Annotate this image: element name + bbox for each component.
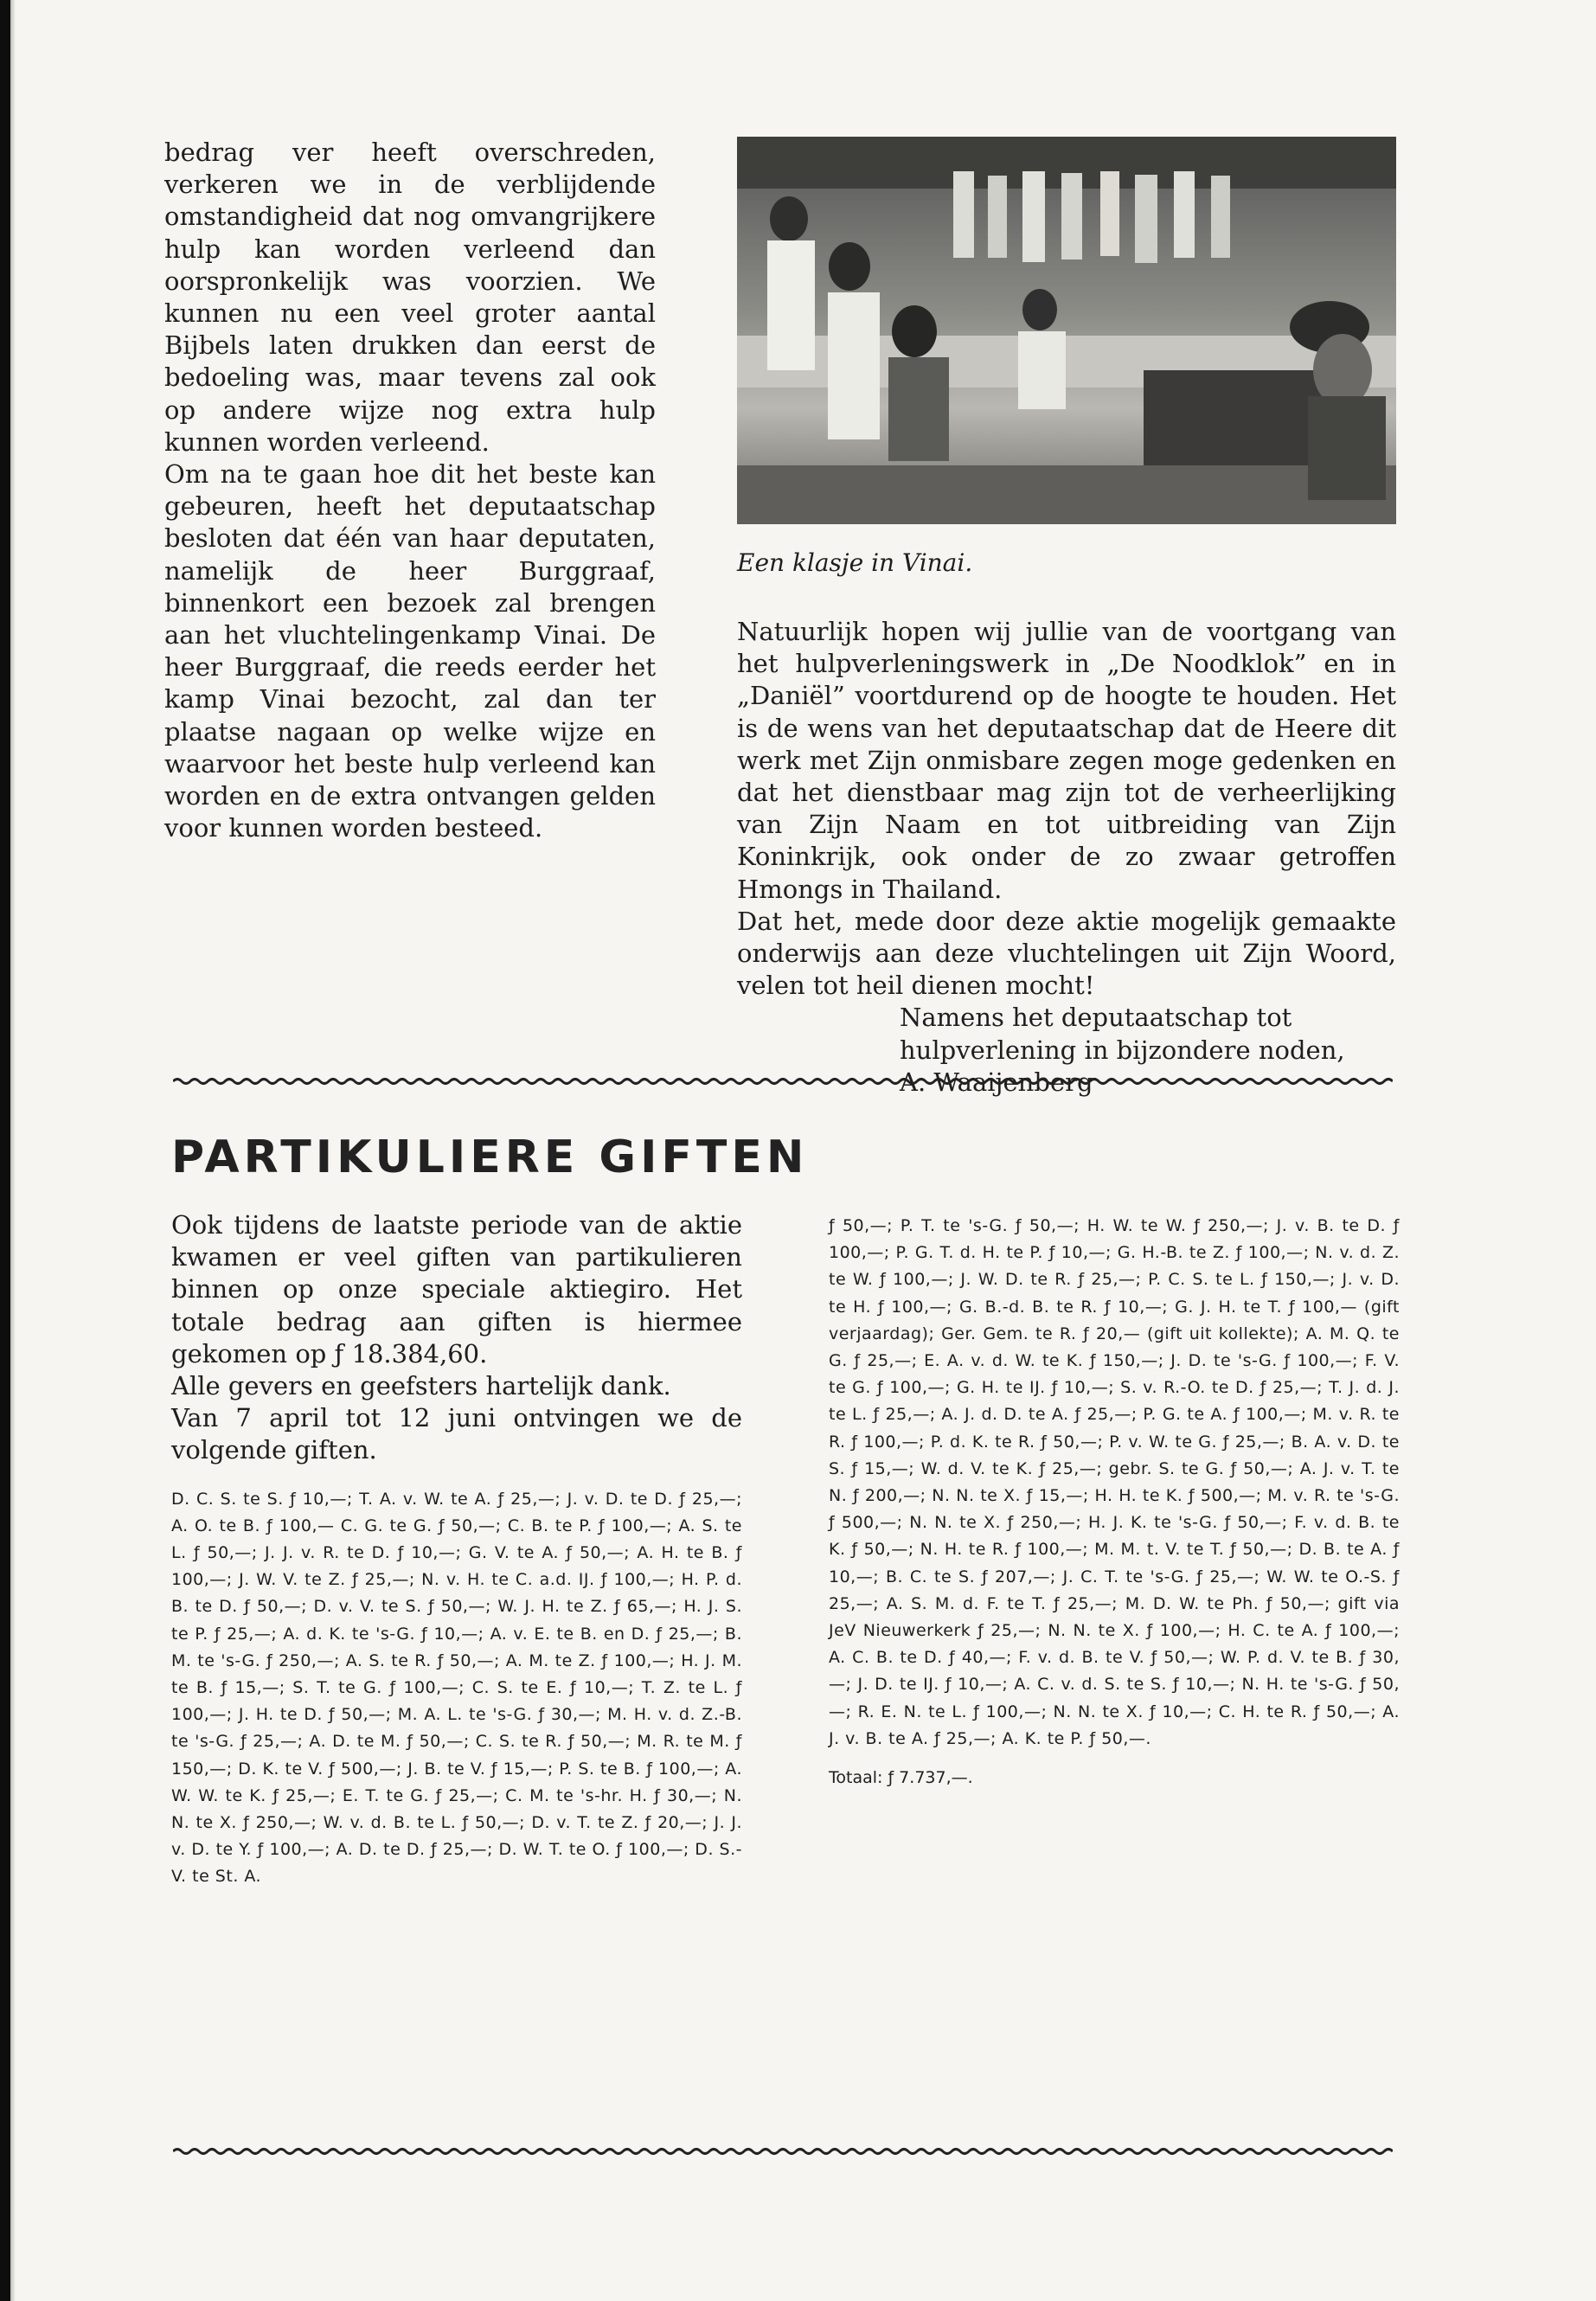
gifts-column-left xyxy=(171,1209,742,1891)
article-paragraph-2: Om na te gaan hoe dit het beste kan gebeuren, heeft het deputaatschap besloten dat één van haar deputaten, namelijk de heer Burggraaf, binnenkort een bezoek zal brengen aan het vluchtelingenkamp Vinai. De heer Burggraaf, die reeds eerder het kamp Vinai bezocht, zal dan ter plaatse nagaan op welke wijze en waarvoor het beste hulp verleend kan worden en de extra ontvangen gelden voor kunnen worden besteed. xyxy=(164,459,656,843)
signature-line-2: hulpverlening in bijzondere noden, xyxy=(900,1035,1345,1065)
classroom-photo xyxy=(737,137,1396,524)
scan-shadow xyxy=(10,0,16,2301)
article-paragraph-4: Dat het, mede door deze aktie mogelijk gemaakte onderwijs aan deze vluchtelingen uit Zijn Woord, velen tot heil dienen mocht! xyxy=(737,906,1396,1001)
gifts-list-right: ƒ 50,—; P. T. te 's-G. ƒ 50,—; H. W. te W. ƒ 250,—; J. v. B. te D. ƒ 100,—; P. G. T. d. H. te P. ƒ 10,—; G. H.-B. te Z. ƒ 100,—; N. v. d. Z. te W. ƒ 100,—; J. W. D. te R. ƒ 25,—; P. C. S. te L. ƒ 150,—; J. v. D. te H. ƒ 100,—; G. B.-d. B. te R. ƒ 10,—; G. J. H. te T. ƒ 100,— (gift verjaardag); Ger. Gem. te R. ƒ 20,— (gift uit kollekte); A. M. Q. te G. ƒ 25,—; E. A. v. d. W. te K. ƒ 150,—; J. D. te 's-G. ƒ 100,—; F. V. te G. ƒ 100,—; G. H. te IJ. ƒ 10,—; S. v. R.-O. te D. ƒ 25,—; T. J. d. J. te L. ƒ 25,—; A. J. d. D. te A. ƒ 25,—; P. G. te A. ƒ 100,—; M. v. R. te R. ƒ 100,—; P. d. K. te R. ƒ 50,—; P. v. W. te G. ƒ 25,—; B. A. v. D. te S. ƒ 15,—; W. d. V. te K. ƒ 25,—; gebr. S. te G. ƒ 50,—; A. J. v. T. te N. ƒ 200,—; N. N. te X. ƒ 15,—; H. H. te K. ƒ 500,—; M. v. R. te 's-G. ƒ 500,—; N. N. te X. ƒ 250,—; H. J. K. te 's-G. ƒ 50,—; F. v. d. B. te K. ƒ 50,—; N. H. te R. ƒ 100,—; M. M. t. V. te T. ƒ 50,—; D. B. te A. ƒ 10,—; B. C. te S. ƒ 207,—; J. C. T. te 's-G. ƒ 25,—; W. W. te O.-S. ƒ 25,—; A. S. M. d. F. te T. ƒ 25,—; M. D. W. te Ph. ƒ 50,—; gift via JeV Nieuwerkerk ƒ 25,—; N. N. te X. ƒ 100,—; H. C. te A. ƒ 100,—; A. C. B. te D. ƒ 40,—; F. v. d. B. te V. ƒ 50,—; W. P. d. V. te B. ƒ 30,—; J. D. te IJ. ƒ 10,—; A. C. v. d. S. te S. ƒ 10,—; N. H. te 's-G. ƒ 50,—; R. E. N. te L. ƒ 100,—; N. N. te X. ƒ 10,—; C. H. te R. ƒ 50,—; A. J. v. B. te A. ƒ 25,—; A. K. te P. ƒ 50,—. xyxy=(829,1216,1400,1748)
gifts-intro: Ook tijdens de laatste periode van de aktie kwamen er veel giften van partikulieren binnen op onze speciale aktiegiro. Het totale bedrag aan giften is hiermee gekomen op ƒ 18.384,60. xyxy=(171,1210,742,1368)
article-paragraph-3: Natuurlijk hopen wij jullie van de voortgang van het hulpverleningswerk in „De Noodklok” en in „Daniël” voortdurend op de hoogte te houden. Het is de wens van het deputaatschap dat de Heere dit werk met Zijn onmisbare zegen moge gedenken en dat het dienstbaar mag zijn tot de verheerlijking van Zijn Naam en tot uitbreiding van Zijn Koninkrijk, ook onder de zo zwaar getroffen Hmongs in Thailand. xyxy=(737,617,1396,904)
gifts-list-left: D. C. S. te S. ƒ 10,—; T. A. v. W. te A. ƒ 25,—; J. v. D. te D. ƒ 25,—; A. O. te B. ƒ 100,— C. G. te G. ƒ 50,—; C. B. te P. ƒ 100,—; A. S. te L. ƒ 50,—; J. J. v. R. te D. ƒ 10,—; G. V. te A. ƒ 50,—; A. H. te B. ƒ 100,—; J. W. V. te Z. ƒ 25,—; N. v. H. te C. a.d. IJ. ƒ 100,—; H. P. d. B. te D. ƒ 50,—; D. v. V. te S. ƒ 50,—; W. J. H. te Z. ƒ 65,—; H. J. S. te P. ƒ 25,—; A. d. K. te 's-G. ƒ 10,—; A. v. E. te B. en D. ƒ 25,—; B. M. te 's-G. ƒ 250,—; A. S. te R. ƒ 50,—; A. M. te Z. ƒ 100,—; H. J. M. te B. ƒ 15,—; S. T. te G. ƒ 100,—; C. S. te E. ƒ 10,—; T. Z. te L. ƒ 100,—; J. H. te D. ƒ 50,—; M. A. L. te 's-G. ƒ 30,—; M. H. v. d. Z.-B. te 's-G. ƒ 25,—; A. D. te M. ƒ 50,—; C. S. te R. ƒ 50,—; M. R. te M. ƒ 150,—; D. K. te V. ƒ 500,—; J. B. te V. ƒ 15,—; P. S. te B. ƒ 100,—; A. W. W. te K. ƒ 25,—; E. T. te G. ƒ 25,—; C. M. te 's-hr. H. ƒ 30,—; N. N. te X. ƒ 250,—; W. v. d. B. te L. ƒ 50,—; D. v. T. te Z. ƒ 20,—; J. J. v. D. te Y. ƒ 100,—; A. D. te D. ƒ 25,—; D. W. T. te O. ƒ 100,—; D. S.-V. te St. A. xyxy=(171,1489,742,1887)
section-heading: PARTIKULIERE GIFTEN xyxy=(171,1131,809,1183)
signature-line-1: Namens het deputaatschap tot xyxy=(900,1003,1292,1033)
ornamental-divider-bottom xyxy=(173,2147,1393,2156)
gifts-total: Totaal: ƒ 7.737,—. xyxy=(829,1768,973,1788)
article-column-left xyxy=(164,137,656,844)
gifts-period: Van 7 april tot 12 juni ontvingen we de volgende giften. xyxy=(171,1403,742,1465)
signature-name: A. Waaijenberg xyxy=(900,1067,1093,1097)
binding-edge xyxy=(0,0,10,2301)
article-column-right xyxy=(737,137,1396,1099)
ornamental-divider xyxy=(173,1077,1393,1086)
gifts-thanks: Alle gevers en geefsters hartelijk dank. xyxy=(171,1371,671,1401)
photo-caption: Een klasje in Vinai. xyxy=(737,548,973,577)
article-continuation xyxy=(737,616,1396,1099)
gifts-column-right xyxy=(829,1213,1400,1787)
article-paragraph-1: bedrag ver heeft overschreden, verkeren we in de verblijdende omstandigheid dat nog omvangrijkere hulp kan worden verleend dan oorspronkelijk was voorzien. We kunnen nu een veel groter aantal Bijbels laten drukken dan eerst de bedoeling was, maar tevens zal ook op andere wijze nog extra hulp kunnen worden verleend. xyxy=(164,138,656,457)
